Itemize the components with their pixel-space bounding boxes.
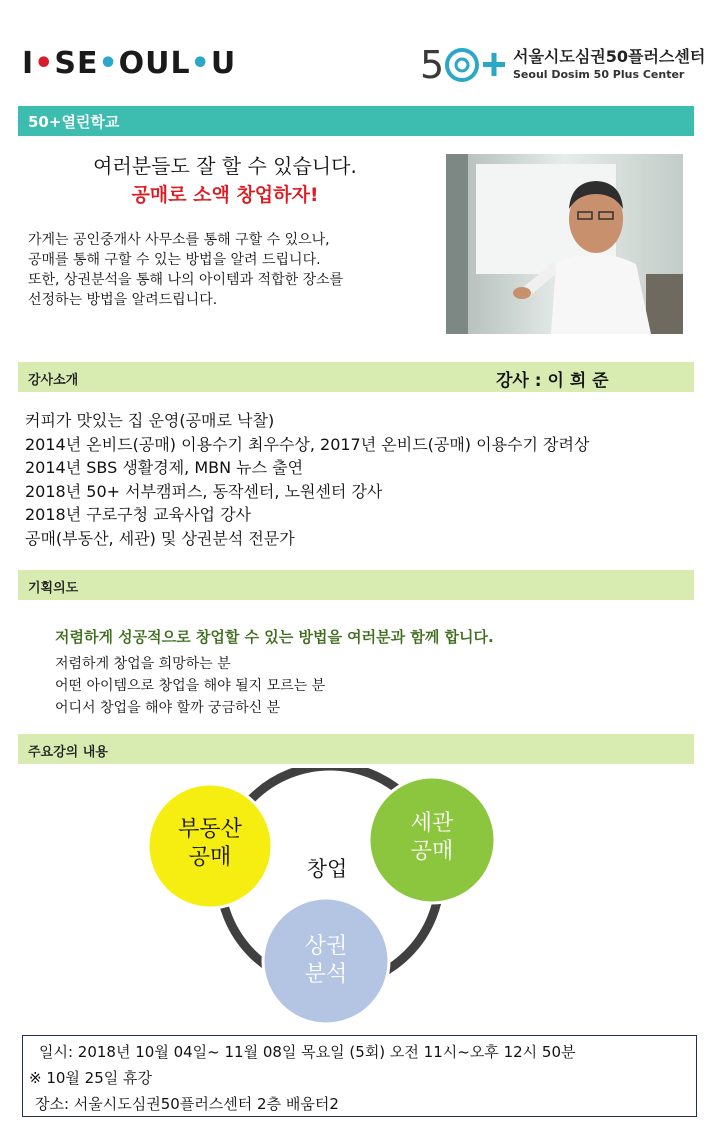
schedule-date: 일시: 2018년 10월 04일~ 11월 08일 목요일 (5회) 오전 11시~오후 12시 50분 bbox=[39, 1043, 576, 1061]
lecturer-name: 강사 : 이 희 준 bbox=[496, 371, 609, 391]
section-title: 기획의도 bbox=[28, 581, 79, 596]
lecturer-section-bar bbox=[18, 362, 694, 392]
i-seoul-u-logo: I•SE•OUL•U bbox=[22, 46, 237, 81]
intro-line: 가게는 공인중개사 사무소를 통해 구할 수 있으나, bbox=[28, 232, 330, 248]
section-title: 강사소개 bbox=[28, 373, 79, 388]
target-item: 어디서 창업을 해야 할까 궁금하신 분 bbox=[55, 700, 281, 716]
sub-headline: 공매로 소액 창업하자! bbox=[131, 184, 319, 206]
bio-item: 공매(부동산, 세관) 및 상권분석 전문가 bbox=[25, 528, 295, 548]
holiday-notice: ※ 10월 25일 휴강 bbox=[29, 1069, 153, 1087]
circle-label: 상권 bbox=[304, 934, 348, 959]
circle-label: 분석 bbox=[304, 962, 348, 987]
school-title-bar bbox=[18, 106, 694, 136]
target-item: 어떤 아이템으로 창업을 해야 될지 모르는 분 bbox=[55, 678, 326, 694]
school-title: 50+열린학교 bbox=[28, 113, 120, 131]
headline: 여러분들도 잘 할 수 있습니다. bbox=[93, 154, 357, 178]
bio-item: 2018년 구로구청 교육사업 강사 bbox=[25, 505, 251, 524]
center-name-english: Seoul Dosim 50 Plus Center bbox=[513, 68, 685, 81]
topics-diagram bbox=[140, 768, 520, 1030]
bio-item: 2014년 온비드(공매) 이용수기 최우수상, 2017년 온비드(공매) 이용수기 장려상 bbox=[25, 434, 590, 454]
target-audience-list bbox=[55, 653, 325, 719]
schedule-box bbox=[22, 1035, 697, 1117]
bio-item: 2018년 50+ 서부캠퍼스, 동작센터, 노원센터 강사 bbox=[25, 481, 383, 501]
purpose-section-bar bbox=[18, 570, 694, 600]
commercial-analysis-circle bbox=[263, 898, 389, 1024]
center-name-korean: 서울시도심권50플러스센터 bbox=[513, 47, 706, 66]
lecturer-bio bbox=[25, 409, 589, 550]
lecturer-photo bbox=[446, 154, 683, 334]
bio-item: 커피가 맛있는 집 운영(공매로 낙찰) bbox=[25, 411, 275, 430]
svg-text:5: 5 bbox=[420, 43, 445, 87]
intro-paragraph bbox=[28, 230, 438, 310]
circle-label: 세관 bbox=[410, 811, 454, 836]
content-section-bar bbox=[18, 734, 694, 764]
section-title: 주요강의 내용 bbox=[28, 745, 108, 760]
intro-line: 공매를 통해 구할 수 있는 방법을 알려 드립니다. bbox=[28, 252, 321, 268]
schedule-place: 장소: 서울시도심권50플러스센터 2층 배움터2 bbox=[35, 1095, 339, 1113]
circle-label: 공매 bbox=[410, 839, 454, 864]
fifty-plus-logo bbox=[420, 38, 510, 88]
intro-line: 선정하는 방법을 알려드립니다. bbox=[28, 292, 218, 308]
target-item: 저렴하게 창업을 희망하는 분 bbox=[55, 656, 231, 672]
purpose-headline: 저렴하게 성공적으로 창업할 수 있는 방법을 여러분과 함께 합니다. bbox=[55, 628, 494, 646]
startup-label: 창업 bbox=[306, 857, 348, 881]
circle-label: 부동산 bbox=[178, 817, 242, 842]
circle-label: 공매 bbox=[188, 845, 232, 870]
bio-item: 2014년 SBS 생활경제, MBN 뉴스 출연 bbox=[25, 458, 304, 477]
intro-line: 또한, 상권분석을 통해 나의 아이템과 적합한 장소를 bbox=[28, 272, 344, 288]
